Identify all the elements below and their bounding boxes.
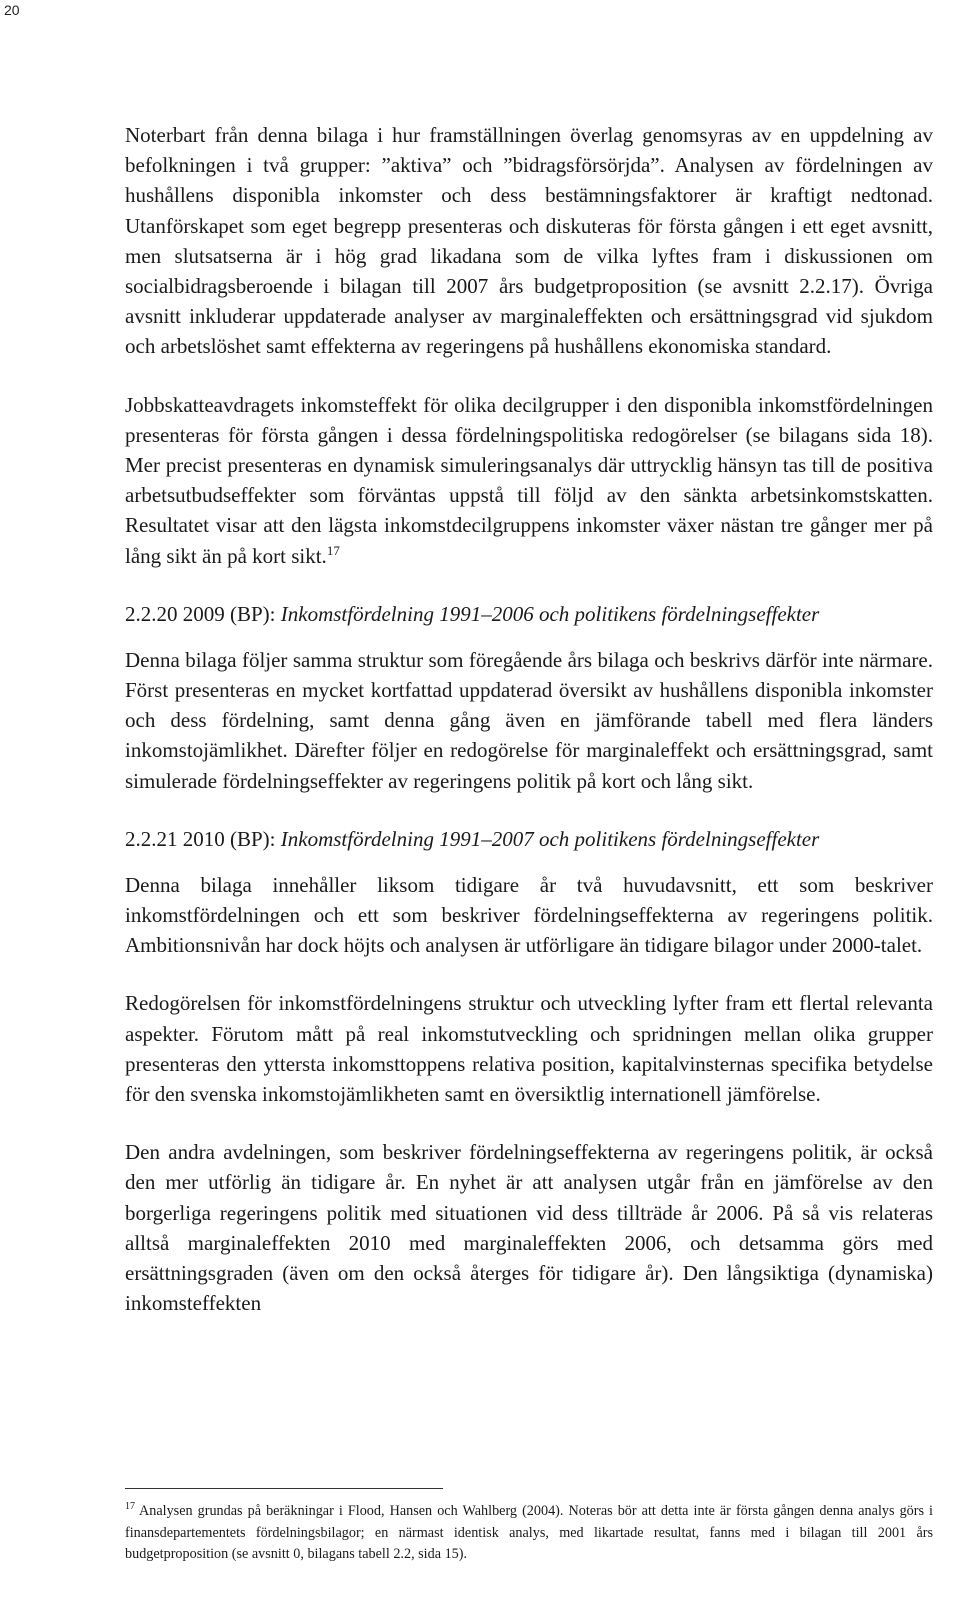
section-heading-2-2-20 bbox=[125, 599, 933, 629]
footnote-area bbox=[125, 1488, 933, 1566]
paragraph-5: Redogörelsen för inkomstfördelningens struktur och utveckling lyfter fram ett flertal relevanta aspekter. Förutom mått på real inkomstutveckling och spridningen mellan olika grupper presenteras den yttersta inkomsttoppens relativa position, kapitalvinsternas specifika betydelse för den svenska inkomstojämlikheten samt en översiktlig internationell jämförelse. bbox=[125, 991, 933, 1107]
paragraph-3: Denna bilaga följer samma struktur som föregående års bilaga och beskrivs därför inte närmare. Först presenteras en mycket kortfattad uppdaterad översikt av hushållens disponibla inkomster och dess fördelning, samt denna gång även en jämförande tabell med flera länders inkomstojämlikhet. Därefter följer en redogörelse för marginaleffekt och ersättningsgrad, samt simulerade fördelningseffekter av regeringens politik på kort och lång sikt. bbox=[125, 647, 933, 793]
footnote-mark: 17 bbox=[125, 1501, 135, 1513]
paragraph-2-text: Jobbskatteavdragets inkomsteffekt för olika decilgrupper i den disponibla inkomstfördelningen presenteras för första gången i dessa fördelningspolitiska redogörelser (se bilagans sida 18). Mer precist presenteras en dynamisk simuleringsanalys där uttrycklig hänsyn tas till de positiva arbetsutbudseffekter som förväntas uppstå till följd av den sänkta arbetsinkomstskatten. Resultatet visar att den lägsta inkomstdecilgruppens inkomster växer nästan tre gånger mer på lång sikt än på kort sikt. bbox=[125, 392, 933, 568]
page-number: 20 bbox=[4, 2, 20, 18]
footnote-text: Analysen grundas på beräkningar i Flood, Hansen och Wahlberg (2004). Noteras bör att detta inte är första gången denna analys görs i finansdepartementets fördelningsbilagor; en närmast identisk analys, med likartade resultat, fanns med i bilagan till 2001 års budgetproposition (se avsnitt 0, bilagans tabell 2.2, sida 15). bbox=[125, 1503, 933, 1562]
footnote-reference[interactable]: 17 bbox=[326, 542, 340, 558]
paragraph-6: Den andra avdelningen, som beskriver fördelningseffekterna av regeringens politik, är också den mer utförlig än tidigare år. En nyhet är att analysen utgår från en jämförelse av den borgerliga regeringens politik med situationen vid dess tillträde år 2006. På så vis relateras alltså marginaleffekten 2010 med marginaleffekten 2006, och detsamma görs med ersättningsgraden (även om den också återges för tidigare år). Den långsiktiga (dynamiska) inkomsteffekten bbox=[125, 1140, 933, 1316]
paragraph-1: Noterbart från denna bilaga i hur framställningen överlag genomsyras av en uppdelning av befolkningen i två grupper: ”aktiva” och ”bidragsförsörjda”. Analysen av fördelningen av hushållens disponibla inkomster och dess bestämningsfaktorer är kraftigt nedtonad. Utanförskapet som eget begrepp presenteras och diskuteras för första gången i ett eget avsnitt, men slutsatserna är i hög grad likadana som de vilka lyftes fram i diskussionen om socialbidragsberoende i bilagan till 2007 års budgetproposition (se avsnitt 2.2.17). Övriga avsnitt inkluderar uppdaterade analyser av marginaleffekten och ersättningsgrad vid sjukdom och arbetslöshet samt effekterna av regeringens på hushållens ekonomiska standard. bbox=[125, 123, 933, 359]
section-heading-2-2-21 bbox=[125, 824, 933, 854]
document-body bbox=[125, 120, 933, 1319]
paragraph-4: Denna bilaga innehåller liksom tidigare år två huvudavsnitt, ett som beskriver inkomstfördelningen och ett som beskriver fördelningseffekterna av regeringens politik. Ambitionsnivån har dock höjts och analysen är utförligare än tidigare bilagor under 2000-talet. bbox=[125, 872, 933, 958]
paragraph-2 bbox=[125, 390, 933, 571]
footnote-divider bbox=[125, 1488, 443, 1489]
section-heading-prefix: 2.2.21 2010 (BP): bbox=[125, 826, 281, 851]
section-heading-title: Inkomstfördelning 1991–2006 och politikens fördelningseffekter bbox=[280, 601, 820, 626]
section-heading-prefix: 2.2.20 2009 (BP): bbox=[125, 601, 281, 626]
section-heading-title: Inkomstfördelning 1991–2007 och politikens fördelningseffekter bbox=[280, 826, 820, 851]
footnote-17 bbox=[125, 1501, 933, 1566]
